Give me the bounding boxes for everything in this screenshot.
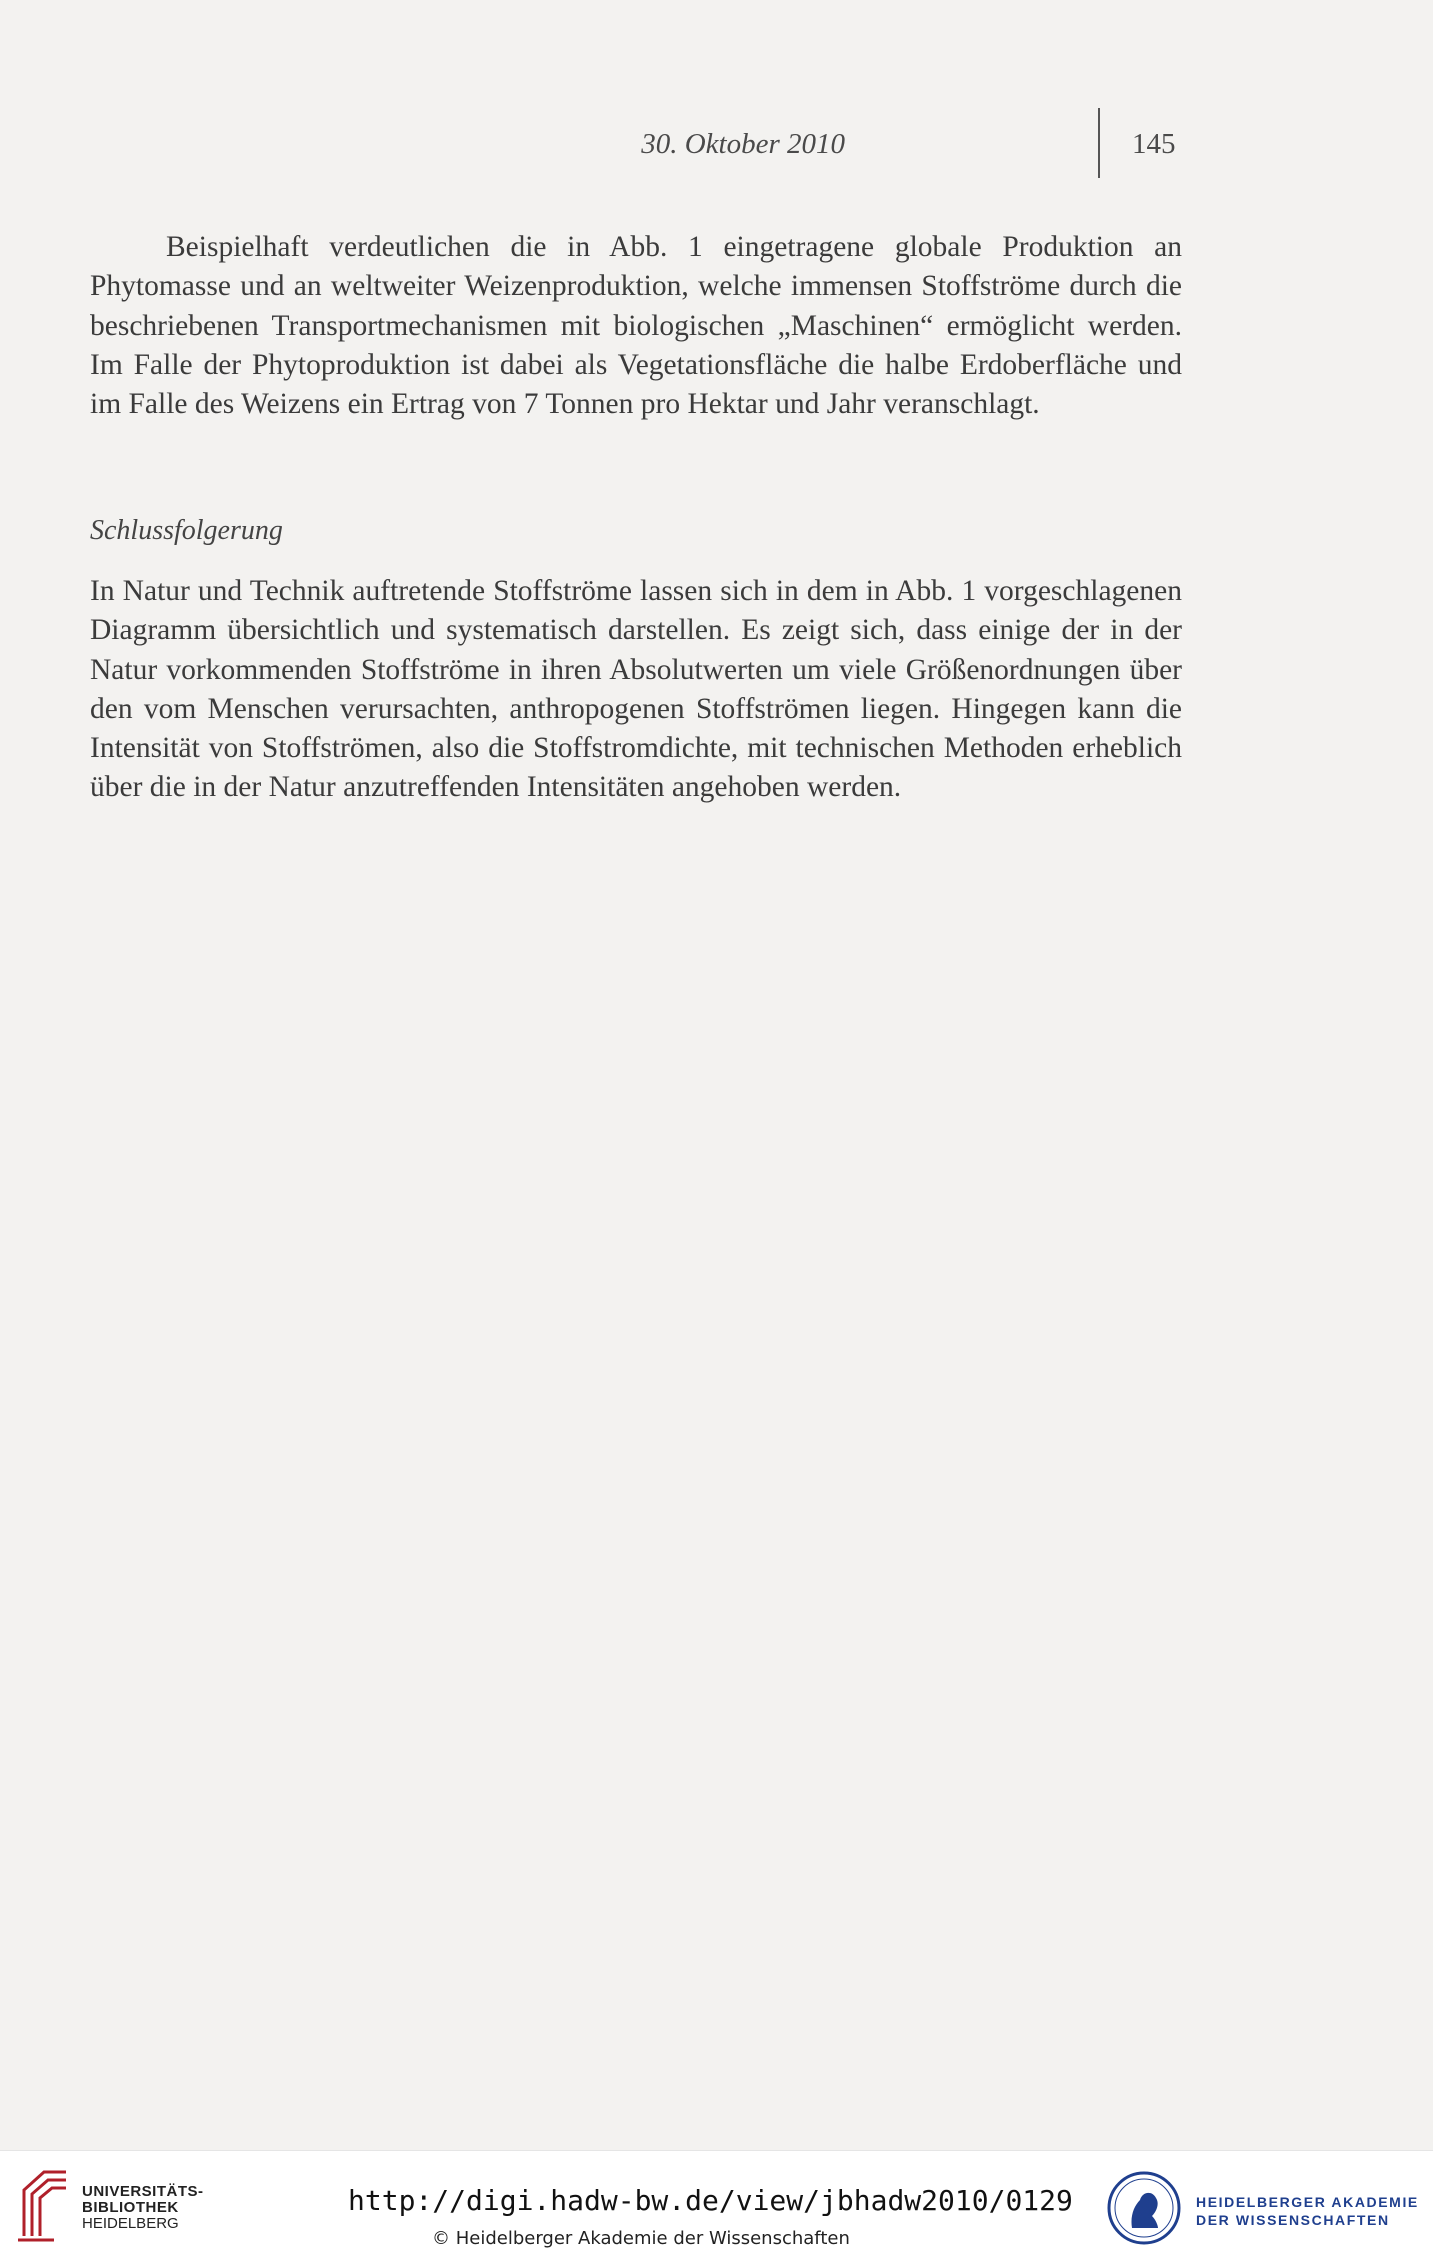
permalink-url[interactable]: http://digi.hadw-bw.de/view/jbhadw2010/0129 [348, 2184, 1073, 2217]
body-paragraph-1 [90, 228, 1182, 424]
academy-seal-icon [1106, 2170, 1182, 2246]
paragraph-text: In Natur und Technik auftretende Stoffströme lassen sich in dem in Abb. 1 vorgeschlagenen Diagramm übersichtlich und systematisch darstellen. Es zeigt sich, dass einige der in der Natur vorkommenden Stoffströme in ihren Absolutwerten um viele Größenordnungen über den vom Menschen verursachten, anthropogenen Stoffströmen liegen. Hingegen kann die Intensität von Stoffströmen, also die Stoffstromdichte, mit technischen Methoden erheblich über die in der Natur anzutreffenden Intensitäten angehoben werden. [90, 575, 1182, 804]
body-paragraph-2 [90, 572, 1182, 808]
section-heading: Schlussfolgerung [90, 515, 283, 546]
library-name-line-2: BIBLIOTHEK [82, 2199, 179, 2216]
library-name-line-1: UNIVERSITÄTS- [82, 2183, 204, 2200]
paragraph-text: Beispielhaft verdeutlichen die in Abb. 1 eingetragene globale Produktion an Phytomasse und an weltweiter Weizenproduktion, welche immensen Stoffströme durch die beschriebenen Transportmechanismen mit biologischen „Maschinen“ ermöglicht werden. Im Falle der Phytoproduktion ist dabei als Vegetationsfläche die halbe Erdoberfläche und im Falle des Weizens ein Ertrag von 7 Tonnen pro Hektar und Jahr veranschlagt. [90, 231, 1182, 421]
library-name-line-3: HEIDELBERG [82, 2215, 179, 2232]
academy-name [1196, 2193, 1419, 2229]
running-head-divider [1098, 108, 1100, 178]
running-head-date: 30. Oktober 2010 [641, 128, 845, 160]
university-library-name [82, 2184, 204, 2232]
running-head [641, 128, 1180, 184]
university-library-logo-icon [14, 2164, 78, 2244]
academy-name-line-2: DER WISSENSCHAFTEN [1196, 2212, 1390, 2228]
page-number: 145 [1132, 128, 1176, 160]
copyright-notice: © Heidelberger Akademie der Wissenschaften [432, 2228, 850, 2249]
academy-name-line-1: HEIDELBERGER AKADEMIE [1196, 2194, 1419, 2210]
